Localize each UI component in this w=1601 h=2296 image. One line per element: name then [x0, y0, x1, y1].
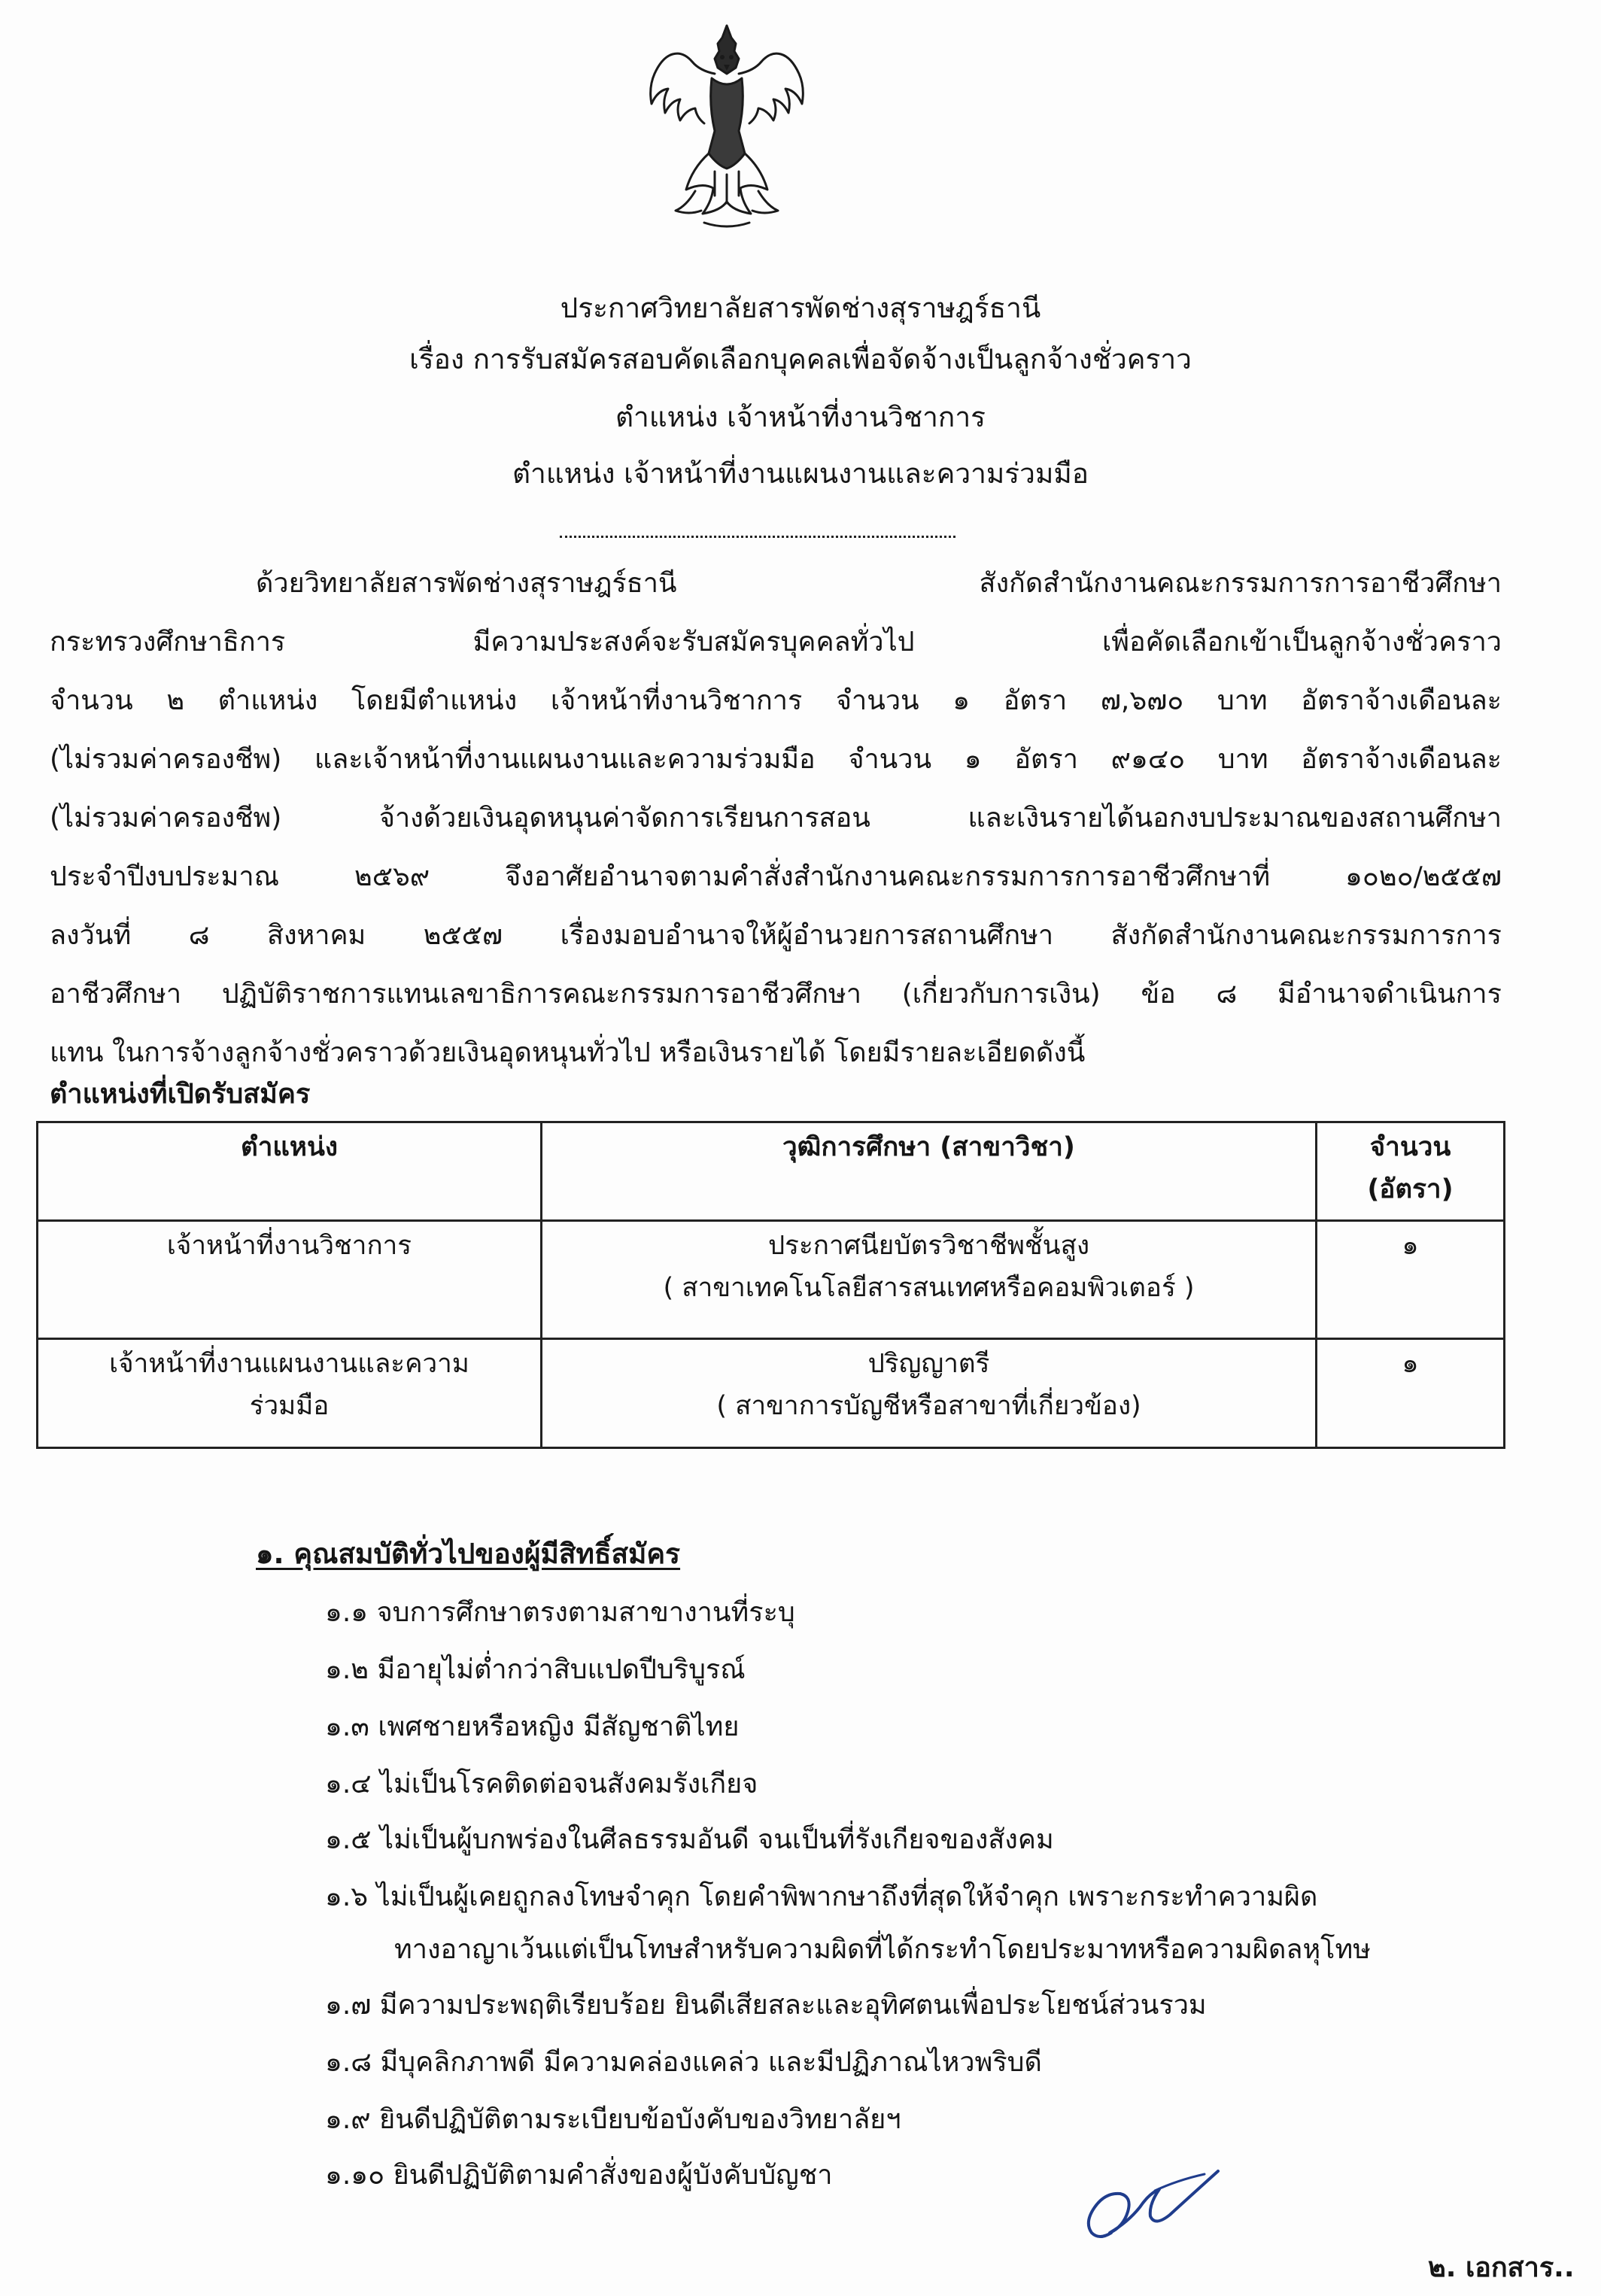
qualification-item: ๑.๖ ไม่เป็นผู้เคยถูกลงโทษจำคุก โดยคำพิพากษาถึงที่สุดให้จำคุก เพราะกระทำความผิด [325, 1881, 1318, 1912]
qualification-item: ๑.๒ มีอายุไม่ต่ำกว่าสิบแปดปีบริบูรณ์ [325, 1654, 746, 1685]
qualification-item: ๑.๘ มีบุคลิกภาพดี มีความคล่องแคล่ว และมีปฏิภาณไหวพริบดี [325, 2047, 1042, 2078]
table-header-row [38, 1122, 1505, 1221]
position-title-2: ตำแหน่ง เจ้าหน้าที่งานแผนงานและความร่วมมือ [512, 457, 1089, 490]
header-qualification: วุฒิการศึกษา (สาขาวิชา) [542, 1122, 1317, 1221]
section-1-heading: ๑. คุณสมบัติทั่วไปของผู้มีสิทธิ์สมัคร [256, 1538, 681, 1570]
garuda-emblem-icon [639, 21, 814, 233]
intro-line: กระทรวงศึกษาธิการ มีความประสงค์จะรับสมัครบุคคลทั่วไป เพื่อคัดเลือกเข้าเป็นลูกจ้างชั่วคราว [50, 627, 1502, 658]
qualification-item: ๑.๓ เพศชายหรือหญิง มีสัญชาติไทย [325, 1711, 740, 1742]
qualification-item: ๑.๔ ไม่เป็นโรคติดต่อจนสังคมรังเกียจ [325, 1769, 758, 1799]
table-caption: ตำแหน่งที่เปิดรับสมัคร [50, 1079, 311, 1110]
dotted-divider [560, 536, 955, 538]
header-count: จำนวน (อัตรา) [1317, 1122, 1505, 1221]
intro-line: ด้วยวิทยาลัยสารพัดช่างสุราษฎร์ธานี สังกัดสำนักงานคณะกรรมการการอาชีวศึกษา [256, 568, 1502, 599]
intro-line: อาชีวศึกษา ปฏิบัติราชการแทนเลขาธิการคณะกรรมการอาชีวศึกษา (เกี่ยวกับการเงิน) ข้อ ๘ มีอำนาจดำเนินการ [50, 979, 1502, 1010]
table-row [38, 1339, 1505, 1448]
signature-icon [1065, 2144, 1230, 2249]
qualification-item: ๑.๙ ยินดีปฏิบัติตามระเบียบข้อบังคับของวิทยาลัยฯ [325, 2104, 901, 2135]
intro-line: (ไม่รวมค่าครองชีพ) จ้างด้วยเงินอุดหนุนค่าจัดการเรียนการสอน และเงินรายได้นอกงบประมาณของสถานศึกษา [50, 803, 1502, 834]
intro-line: แทน ในการจ้างลูกจ้างชั่วคราวด้วยเงินอุดหนุนทั่วไป หรือเงินรายได้ โดยมีรายละเอียดดังนี้ [50, 1037, 1086, 1068]
intro-line: (ไม่รวมค่าครองชีพ) และเจ้าหน้าที่งานแผนงานและความร่วมมือ จำนวน ๑ อัตรา ๙๑๔๐ บาท อัตราจ้างเดือนละ [50, 744, 1502, 775]
cell-position: เจ้าหน้าที่งานวิชาการ [38, 1221, 542, 1339]
position-title-1: ตำแหน่ง เจ้าหน้าที่งานวิชาการ [615, 401, 986, 433]
cell-count: ๑ [1317, 1221, 1505, 1339]
header-position: ตำแหน่ง [38, 1122, 542, 1221]
announcement-title: ประกาศวิทยาลัยสารพัดช่างสุราษฎร์ธานี [560, 292, 1041, 324]
cell-position: เจ้าหน้าที่งานแผนงานและความ ร่วมมือ [38, 1339, 542, 1448]
qualification-item: ๑.๑ จบการศึกษาตรงตามสาขางานที่ระบุ [325, 1597, 795, 1628]
qualification-item: ๑.๗ มีความประพฤติเรียบร้อย ยินดีเสียสละและอุทิศตนเพื่อประโยชน์ส่วนรวม [325, 1990, 1207, 2021]
qualification-item-continuation: ทางอาญาเว้นแต่เป็นโทษสำหรับความผิดที่ได้กระทำโดยประมาทหรือความผิดลหุโทษ [394, 1934, 1371, 1965]
cell-qualification: ปริญญาตรี ( สาขาการบัญชีหรือสาขาที่เกี่ยวข้อง) [542, 1339, 1317, 1448]
intro-line: ลงวันที่ ๘ สิงหาคม ๒๕๕๗ เรื่องมอบอำนาจให้ผู้อำนวยการสถานศึกษา สังกัดสำนักงานคณะกรรมการการ [50, 920, 1502, 951]
qualification-item: ๑.๕ ไม่เป็นผู้บกพร่องในศีลธรรมอันดี จนเป็นที่รังเกียจของสังคม [325, 1824, 1054, 1855]
positions-table [36, 1121, 1505, 1449]
intro-line: ประจำปีงบประมาณ ๒๕๖๙ จึงอาศัยอำนาจตามคำสั่งสำนักงานคณะกรรมการการอาชีวศึกษาที่ ๑๐๒๐/๒๕๕๗ [50, 861, 1502, 892]
page-continuation: ๒. เอกสาร.. [1428, 2252, 1575, 2283]
intro-line: จำนวน ๒ ตำแหน่ง โดยมีตำแหน่ง เจ้าหน้าที่งานวิชาการ จำนวน ๑ อัตรา ๗,๖๗๐ บาท อัตราจ้างเดือนละ [50, 685, 1502, 716]
table-row [38, 1221, 1505, 1339]
announcement-subject: เรื่อง การรับสมัครสอบคัดเลือกบุคคลเพื่อจัดจ้างเป็นลูกจ้างชั่วคราว [409, 343, 1192, 375]
qualification-item: ๑.๑๐ ยินดีปฏิบัติตามคำสั่งของผู้บังคับบัญชา [325, 2160, 833, 2191]
cell-count: ๑ [1317, 1339, 1505, 1448]
cell-qualification: ประกาศนียบัตรวิชาชีพชั้นสูง ( สาขาเทคโนโลยีสารสนเทศหรือคอมพิวเตอร์ ) [542, 1221, 1317, 1339]
